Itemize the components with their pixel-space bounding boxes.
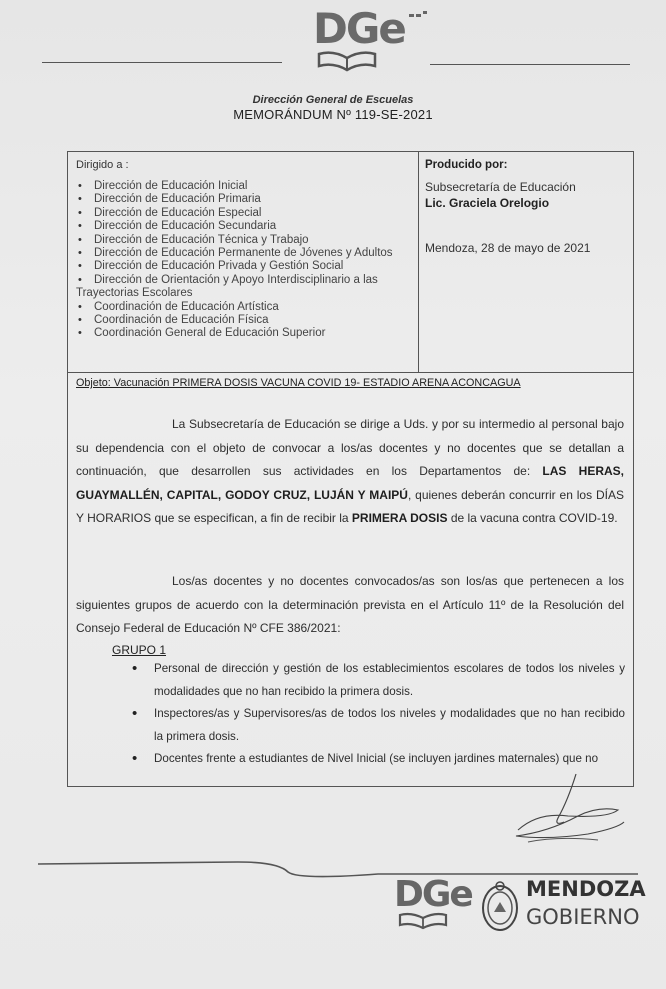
list-item: • Inspectores/as y Supervisores/as de todos los niveles y modalidades que no han recibido la primera dosis. (130, 703, 625, 748)
p1-text-c: de la vacuna contra COVID-19. (447, 511, 618, 525)
list-item: • Dirección de Educación Secundaria (76, 220, 406, 233)
producer-signatory: Lic. Graciela Orelogio (425, 196, 550, 210)
list-item-continuation: Trayectorias Escolares (76, 287, 193, 300)
p1-dose: PRIMERA DOSIS (351, 511, 448, 525)
producer-office: Subsecretaría de Educación (425, 180, 576, 194)
footer-dge-logo-text: DGe (394, 874, 472, 915)
logo-dots-icon (409, 10, 429, 22)
list-item: • Dirección de Educación Primaria (76, 193, 406, 206)
province-name: MENDOZA (526, 877, 646, 901)
p1-text-b: , quienes deberán concurrir en los DÍAS Y HORARIOS que se especifican, a fin de recibir la (76, 487, 624, 525)
list-item: • Dirección de Educación Permanente de Jóvenes y Adultos (76, 247, 406, 260)
list-item: • Dirección de Educación Inicial (76, 180, 406, 193)
government-label: GOBIERNO (526, 905, 640, 929)
memo-date: Mendoza, 28 de mayo de 2021 (425, 241, 591, 255)
memo-number: MEMORÁNDUM Nº 119-SE-2021 (233, 107, 433, 122)
mendoza-seal-icon (480, 878, 520, 934)
list-item: • Dirección de Educación Privada y Gestión Social (76, 260, 406, 273)
dge-logo-text: DGe (313, 4, 405, 53)
body-paragraph-1 (76, 413, 624, 531)
list-item: • Personal de dirección y gestión de los establecimientos escolares de todos los niveles y modalidades que no han recibido la primera dosis. (130, 658, 625, 703)
frame-divider-vertical (418, 151, 419, 373)
handwritten-signature (498, 770, 638, 850)
memo-subject: Objeto: Vacunación PRIMERA DOSIS VACUNA COVID 19- ESTADIO ARENA ACONCAGUA (76, 377, 521, 389)
body-paragraph-2 (76, 570, 624, 641)
group-1-list (130, 658, 625, 771)
list-item: • Dirección de Educación Técnica y Trabajo (76, 234, 406, 247)
p2-text: Los/as docentes y no docentes convocados/as son los/as que pertenecen a los siguientes grupos de acuerdo con la determinación prevista en el Artículo 11º de la Resolución del Consejo Federal de Educación Nº CFE 386/2021: (76, 574, 624, 635)
list-item: • Coordinación de Educación Artística (76, 301, 406, 314)
frame-divider-horizontal (67, 372, 634, 373)
header-rule-right (430, 64, 630, 65)
header-rule-left (42, 62, 282, 63)
list-item: • Docentes frente a estudiantes de Nivel Inicial (se incluyen jardines maternales) que no (130, 748, 625, 771)
list-item: • Coordinación de Educación Física (76, 314, 406, 327)
p1-departments: LAS HERAS, GUAYMALLÉN, CAPITAL, GODOY CRUZ, LUJÁN Y MAIPÚ (76, 464, 624, 502)
institution-name: Dirección General de Escuelas (252, 94, 414, 106)
p1-text-a: La Subsecretaría de Educación se dirige a Uds. y por su intermedio al personal bajo su dependencia con el objeto de convocar a los/as docentes y no docentes que se detallan a continuación, que desarrollen sus actividades en los Departamentos de: (76, 417, 624, 478)
dge-logo (305, 6, 425, 76)
producer-label: Producido por: (425, 159, 508, 171)
list-item: • Dirección de Orientación y Apoyo Interdisciplinario a las (76, 274, 406, 287)
recipients-label: Dirigido a : (76, 159, 129, 171)
recipients-list (76, 180, 406, 341)
list-item: • Dirección de Educación Especial (76, 207, 406, 220)
group-1-title: GRUPO 1 (112, 643, 167, 657)
footer-dge-logo (394, 874, 494, 944)
open-book-icon (317, 50, 377, 72)
open-book-icon (398, 912, 448, 930)
list-item: • Coordinación General de Educación Superior (76, 327, 406, 340)
